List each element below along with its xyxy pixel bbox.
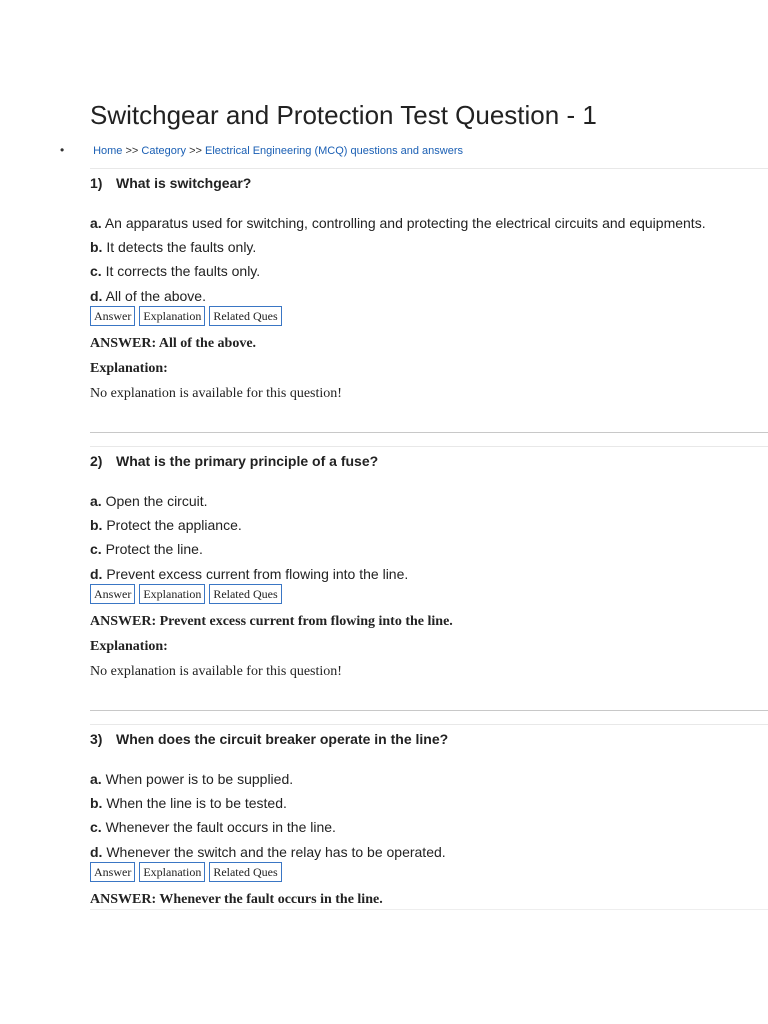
option-letter: d. xyxy=(90,844,103,860)
question-block-3 xyxy=(90,724,768,910)
breadcrumb-home-link[interactable]: Home xyxy=(93,145,123,157)
breadcrumb-separator: >> xyxy=(125,145,139,157)
option-text: Protect the appliance. xyxy=(106,517,242,533)
question-block-2 xyxy=(90,446,768,711)
question-number: 2) xyxy=(90,453,103,469)
option-text: Protect the line. xyxy=(105,541,203,557)
question-block-1 xyxy=(90,168,768,433)
option-letter: c. xyxy=(90,263,102,279)
option-letter: a. xyxy=(90,215,102,231)
question-actions xyxy=(90,862,282,882)
option-letter: a. xyxy=(90,493,102,509)
option-letter: b. xyxy=(90,517,103,533)
explanation-button[interactable]: Explanation xyxy=(139,584,205,604)
explanation-heading: Explanation: xyxy=(90,639,168,654)
question-heading xyxy=(90,731,448,747)
option-text: It corrects the faults only. xyxy=(105,263,261,279)
option-b xyxy=(90,517,242,533)
breadcrumb-separator: >> xyxy=(189,145,202,157)
option-letter: d. xyxy=(90,566,103,582)
explanation-text: No explanation is available for this question! xyxy=(90,664,342,679)
option-text: Prevent excess current from flowing into the line. xyxy=(106,566,409,582)
option-text: Whenever the fault occurs in the line. xyxy=(105,819,336,835)
option-text: An apparatus used for switching, controlling and protecting the electrical circuits and equipments. xyxy=(104,215,706,231)
option-c xyxy=(90,263,260,279)
option-text: All of the above. xyxy=(105,288,206,304)
question-text: What is switchgear? xyxy=(116,175,252,191)
option-text: Open the circuit. xyxy=(105,493,208,509)
option-text: When power is to be supplied. xyxy=(105,771,294,787)
question-text: When does the circuit breaker operate in the line? xyxy=(116,731,449,747)
option-d xyxy=(90,844,446,860)
option-c xyxy=(90,541,203,557)
answer-text: ANSWER: Whenever the fault occurs in the line. xyxy=(90,892,383,907)
option-b xyxy=(90,795,287,811)
question-actions xyxy=(90,584,282,604)
option-d xyxy=(90,566,408,582)
option-letter: c. xyxy=(90,541,102,557)
question-number: 3) xyxy=(90,731,103,747)
option-text: It detects the faults only. xyxy=(106,239,257,255)
option-a xyxy=(90,493,208,509)
related-questions-button[interactable]: Related Ques xyxy=(209,306,281,326)
question-text: What is the primary principle of a fuse? xyxy=(116,453,379,469)
option-a xyxy=(90,771,293,787)
page-title: Switchgear and Protection Test Question - 1 xyxy=(90,100,597,130)
question-number: 1) xyxy=(90,175,103,191)
breadcrumb-section-link[interactable]: Electrical Engineering (MCQ) questions and answers xyxy=(205,145,464,157)
breadcrumb xyxy=(60,143,463,157)
option-d xyxy=(90,288,206,304)
question-heading xyxy=(90,175,251,191)
answer-button[interactable]: Answer xyxy=(90,862,135,882)
answer-button[interactable]: Answer xyxy=(90,306,135,326)
explanation-button[interactable]: Explanation xyxy=(139,306,205,326)
option-letter: c. xyxy=(90,819,102,835)
related-questions-button[interactable]: Related Ques xyxy=(209,862,281,882)
answer-text: ANSWER: All of the above. xyxy=(90,336,257,351)
related-questions-button[interactable]: Related Ques xyxy=(209,584,281,604)
option-letter: b. xyxy=(90,239,103,255)
bullet-icon: • xyxy=(60,143,65,157)
explanation-button[interactable]: Explanation xyxy=(139,862,205,882)
breadcrumb-category-link[interactable]: Category xyxy=(141,145,187,157)
answer-button[interactable]: Answer xyxy=(90,584,135,604)
explanation-text: No explanation is available for this question! xyxy=(90,386,342,401)
option-text: When the line is to be tested. xyxy=(106,795,287,811)
explanation-heading: Explanation: xyxy=(90,361,168,376)
option-letter: b. xyxy=(90,795,103,811)
option-c xyxy=(90,819,336,835)
option-b xyxy=(90,239,256,255)
answer-text: ANSWER: Prevent excess current from flowing into the line. xyxy=(90,614,453,629)
question-actions xyxy=(90,306,282,326)
option-a xyxy=(90,215,706,231)
option-text: Whenever the switch and the relay has to be operated. xyxy=(106,844,446,860)
option-letter: d. xyxy=(90,288,103,304)
question-heading xyxy=(90,453,378,469)
option-letter: a. xyxy=(90,771,102,787)
